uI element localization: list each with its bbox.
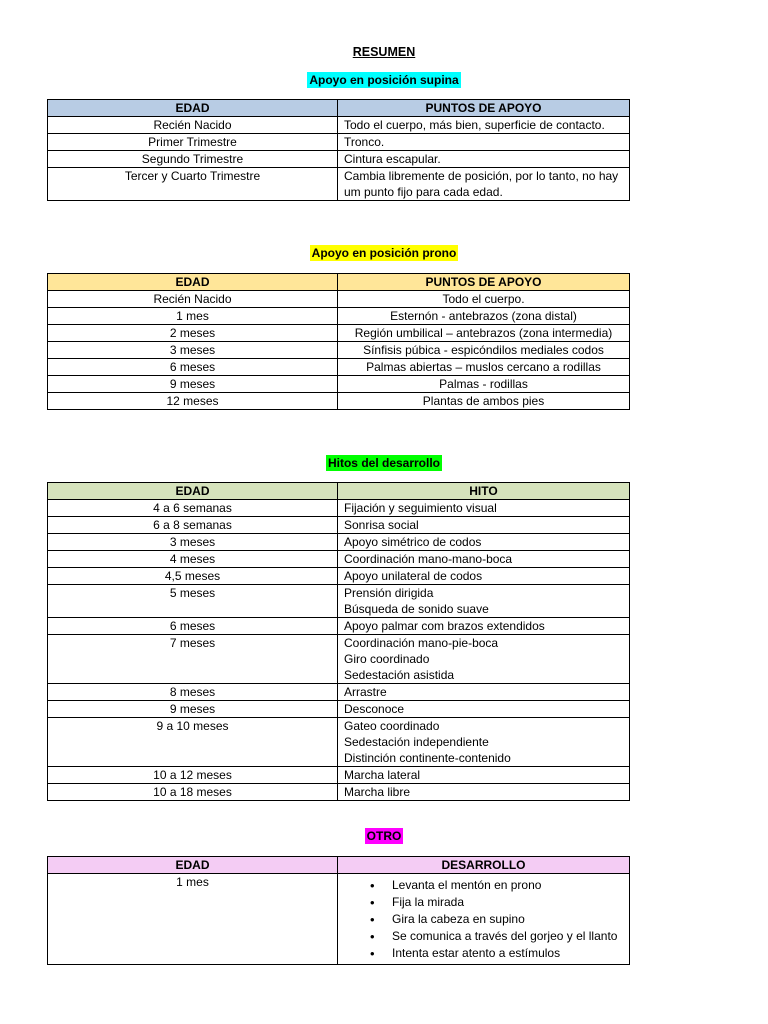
- table-row: [48, 134, 630, 151]
- milestone-line: Búsqueda de sonido suave: [344, 602, 489, 616]
- age-cell: 1 mes: [48, 308, 338, 325]
- milestone-cell: [338, 767, 630, 784]
- milestone-line: Giro coordinado: [344, 652, 430, 666]
- table-row: [48, 117, 630, 134]
- milestone-cell: [338, 635, 630, 684]
- table-row: [48, 534, 630, 551]
- table-row: [48, 325, 630, 342]
- table-row: [48, 701, 630, 718]
- value-cell: Esternón - antebrazos (zona distal): [338, 308, 630, 325]
- value-cell: Cintura escapular.: [338, 151, 630, 168]
- age-cell: 6 meses: [48, 618, 338, 635]
- age-cell: Recién Nacido: [48, 291, 338, 308]
- milestone-line: Coordinación mano-pie-boca: [344, 636, 499, 650]
- header-edad: EDAD: [48, 483, 338, 500]
- age-cell: 4 meses: [48, 551, 338, 568]
- milestone-cell: [338, 517, 630, 534]
- document-title: RESUMEN: [352, 45, 416, 59]
- section-title-hitos: [0, 456, 768, 470]
- table-row: [48, 517, 630, 534]
- milestone-cell: [338, 784, 630, 801]
- table-prono: [47, 273, 630, 410]
- section-title-prono: [0, 246, 768, 260]
- header-puntos-de-apoyo: PUNTOS DE APOYO: [338, 274, 630, 291]
- table-row: [48, 500, 630, 517]
- age-cell: 10 a 12 meses: [48, 767, 338, 784]
- development-cell: [338, 874, 630, 965]
- development-list: [344, 877, 623, 962]
- milestone-cell: [338, 701, 630, 718]
- milestone-line: Desconoce: [344, 702, 405, 716]
- table-row: [48, 291, 630, 308]
- age-cell: 9 meses: [48, 376, 338, 393]
- milestone-cell: [338, 568, 630, 585]
- table-row: [48, 585, 630, 618]
- header-hito: HITO: [338, 483, 630, 500]
- milestone-cell: [338, 718, 630, 767]
- table-row: [48, 151, 630, 168]
- age-cell: 6 meses: [48, 359, 338, 376]
- age-cell: 9 a 10 meses: [48, 718, 338, 767]
- value-cell: Todo el cuerpo, más bien, superficie de contacto.: [338, 117, 630, 134]
- age-cell: 4 a 6 semanas: [48, 500, 338, 517]
- milestone-line: Apoyo palmar com brazos extendidos: [344, 619, 545, 633]
- age-cell: 8 meses: [48, 684, 338, 701]
- value-cell: Todo el cuerpo.: [338, 291, 630, 308]
- list-item: • Se comunica a través del gorjeo y el llanto: [392, 928, 623, 945]
- milestone-cell: [338, 534, 630, 551]
- table-row: [48, 568, 630, 585]
- milestone-line: Arrastre: [344, 685, 387, 699]
- header-edad: EDAD: [48, 274, 338, 291]
- age-cell: 3 meses: [48, 342, 338, 359]
- milestone-line: Sedestación independiente: [344, 735, 489, 749]
- value-cell: Plantas de ambos pies: [338, 393, 630, 410]
- table-row: [48, 308, 630, 325]
- table-row: [48, 168, 630, 201]
- table-row: [48, 342, 630, 359]
- milestone-line: Gateo coordinado: [344, 719, 440, 733]
- milestone-line: Fijación y seguimiento visual: [344, 501, 497, 515]
- value-cell: Tronco.: [338, 134, 630, 151]
- table-header-row: [48, 483, 630, 500]
- table-hitos: [47, 482, 630, 801]
- table-row: [48, 767, 630, 784]
- table-row: [48, 618, 630, 635]
- age-cell: 2 meses: [48, 325, 338, 342]
- table-row: [48, 393, 630, 410]
- age-cell: 1 mes: [48, 874, 338, 965]
- value-cell: Región umbilical – antebrazos (zona intermedia): [338, 325, 630, 342]
- age-cell: Recién Nacido: [48, 117, 338, 134]
- table-row: [48, 551, 630, 568]
- value-cell: Palmas abiertas – muslos cercano a rodillas: [338, 359, 630, 376]
- header-edad: EDAD: [48, 100, 338, 117]
- age-cell: Tercer y Cuarto Trimestre: [48, 168, 338, 201]
- age-cell: 7 meses: [48, 635, 338, 684]
- age-cell: 12 meses: [48, 393, 338, 410]
- age-cell: 6 a 8 semanas: [48, 517, 338, 534]
- header-desarrollo: DESARROLLO: [338, 857, 630, 874]
- milestone-cell: [338, 618, 630, 635]
- list-item: • Levanta el mentón en prono: [392, 877, 623, 894]
- table-row: [48, 635, 630, 684]
- milestone-line: Apoyo simétrico de codos: [344, 535, 482, 549]
- table-otro: [47, 856, 630, 965]
- table-row: [48, 376, 630, 393]
- age-cell: 4,5 meses: [48, 568, 338, 585]
- milestone-line: Coordinación mano-mano-boca: [344, 552, 513, 566]
- milestone-cell: [338, 585, 630, 618]
- section-title-supina: [0, 73, 768, 87]
- value-cell: Sínfisis púbica - espicóndilos mediales codos: [338, 342, 630, 359]
- milestone-cell: [338, 500, 630, 517]
- list-item: • Gira la cabeza en supino: [392, 911, 623, 928]
- milestone-line: Sonrisa social: [344, 518, 419, 532]
- table-header-row: [48, 274, 630, 291]
- table-row: [48, 359, 630, 376]
- milestone-cell: [338, 551, 630, 568]
- table-row: [48, 718, 630, 767]
- age-cell: 10 a 18 meses: [48, 784, 338, 801]
- table-supina: [47, 99, 630, 201]
- list-item: • Fija la mirada: [392, 894, 623, 911]
- section-title-supina-text: Apoyo en posición supina: [309, 73, 459, 87]
- section-title-otro: [0, 829, 768, 843]
- milestone-cell: [338, 684, 630, 701]
- table-row: [48, 874, 630, 965]
- header-puntos-de-apoyo: PUNTOS DE APOYO: [338, 100, 630, 117]
- table-row: [48, 784, 630, 801]
- table-header-row: [48, 100, 630, 117]
- milestone-line: Marcha libre: [344, 785, 411, 799]
- section-title-otro-text: OTRO: [366, 829, 402, 843]
- age-cell: Segundo Trimestre: [48, 151, 338, 168]
- age-cell: 9 meses: [48, 701, 338, 718]
- age-cell: Primer Trimestre: [48, 134, 338, 151]
- section-title-prono-text: Apoyo en posición prono: [311, 246, 457, 260]
- milestone-line: Apoyo unilateral de codos: [344, 569, 483, 583]
- list-item: • Intenta estar atento a estímulos: [392, 945, 623, 962]
- age-cell: 3 meses: [48, 534, 338, 551]
- table-row: [48, 684, 630, 701]
- milestone-line: Distinción continente-contenido: [344, 751, 511, 765]
- table-header-row: [48, 857, 630, 874]
- value-cell: Palmas - rodillas: [338, 376, 630, 393]
- milestone-line: Prensión dirigida: [344, 586, 434, 600]
- value-cell: Cambia libremente de posición, por lo tanto, no hay um punto fijo para cada edad.: [338, 168, 630, 201]
- age-cell: 5 meses: [48, 585, 338, 618]
- milestone-line: Marcha lateral: [344, 768, 421, 782]
- milestone-line: Sedestación asistida: [344, 668, 455, 682]
- section-title-hitos-text: Hitos del desarrollo: [327, 456, 441, 470]
- header-edad: EDAD: [48, 857, 338, 874]
